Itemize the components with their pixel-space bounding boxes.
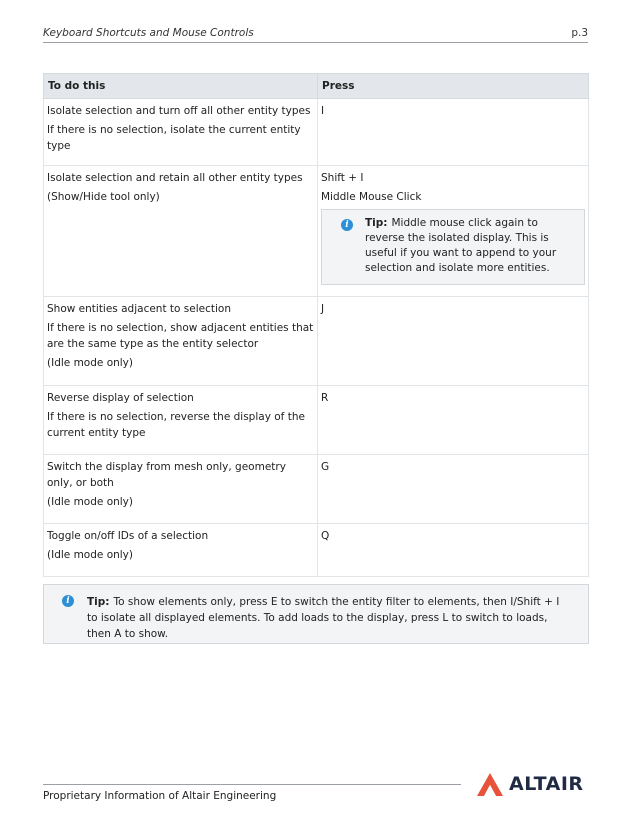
action-text: Switch the display from mesh only, geometry only, or both — [47, 461, 286, 489]
info-icon: i — [62, 595, 74, 607]
page-number: p.3 — [571, 27, 588, 39]
action-note: (Idle mode only) — [47, 357, 133, 369]
action-cell — [44, 524, 318, 577]
press-cell — [318, 386, 589, 455]
press-cell — [318, 166, 589, 297]
action-cell — [44, 166, 318, 297]
action-cell — [44, 297, 318, 386]
tip-text: To show elements only, press E to switch the entity filter to elements, then I/Shift + I to isolate all displayed elements. To add loads to the display, press L to switch to loads, then A to show. — [87, 596, 560, 640]
column-header-press: Press — [318, 74, 589, 99]
action-note: (Show/Hide tool only) — [47, 191, 160, 203]
action-note: (Idle mode only) — [47, 549, 133, 561]
press-key: Middle Mouse Click — [321, 191, 422, 203]
tip-label: Tip: — [87, 596, 110, 608]
tip-box — [321, 209, 585, 285]
altair-logo — [476, 772, 590, 798]
action-cell — [44, 99, 318, 166]
logo-text: ALTAIR — [509, 773, 584, 795]
action-note: If there is no selection, isolate the current entity type — [47, 124, 301, 152]
action-text: Reverse display of selection — [47, 392, 194, 404]
shortcuts-table — [43, 73, 589, 577]
press-cell — [318, 524, 589, 577]
footer-text: Proprietary Information of Altair Engineering — [43, 790, 277, 802]
footer-divider — [43, 784, 461, 785]
press-cell — [318, 99, 589, 166]
action-note: If there is no selection, reverse the display of the current entity type — [47, 411, 305, 439]
action-text: Show entities adjacent to selection — [47, 303, 231, 315]
press-key: G — [321, 461, 330, 473]
press-key: Q — [321, 530, 330, 542]
tip-text: Middle mouse click again to reverse the isolated display. This is useful if you want to append to your selection and isolate more entities. — [365, 217, 557, 274]
action-text: Isolate selection and retain all other entity types — [47, 172, 303, 184]
page-header — [43, 26, 588, 43]
action-note: (Idle mode only) — [47, 496, 133, 508]
table-row — [44, 166, 589, 297]
press-key: I — [321, 105, 325, 117]
press-cell — [318, 455, 589, 524]
table-row — [44, 386, 589, 455]
press-key: Shift + I — [321, 172, 364, 184]
action-cell — [44, 455, 318, 524]
table-header-row — [44, 74, 589, 99]
action-text: Isolate selection and turn off all other entity types — [47, 105, 311, 117]
table-row — [44, 99, 589, 166]
action-cell — [44, 386, 318, 455]
header-title: Keyboard Shortcuts and Mouse Controls — [43, 27, 254, 39]
info-icon: i — [341, 219, 353, 231]
bottom-tip-box — [43, 584, 589, 644]
press-key: J — [321, 303, 325, 315]
altair-logo-icon — [476, 772, 504, 798]
action-note: If there is no selection, show adjacent entities that are the same type as the entity selector — [47, 322, 314, 350]
tip-label: Tip: — [365, 217, 388, 229]
press-cell — [318, 297, 589, 386]
column-header-action: To do this — [44, 74, 318, 99]
table-row — [44, 455, 589, 524]
action-text: Toggle on/off IDs of a selection — [47, 530, 209, 542]
table-row — [44, 297, 589, 386]
table-row — [44, 524, 589, 577]
press-key: R — [321, 392, 329, 404]
